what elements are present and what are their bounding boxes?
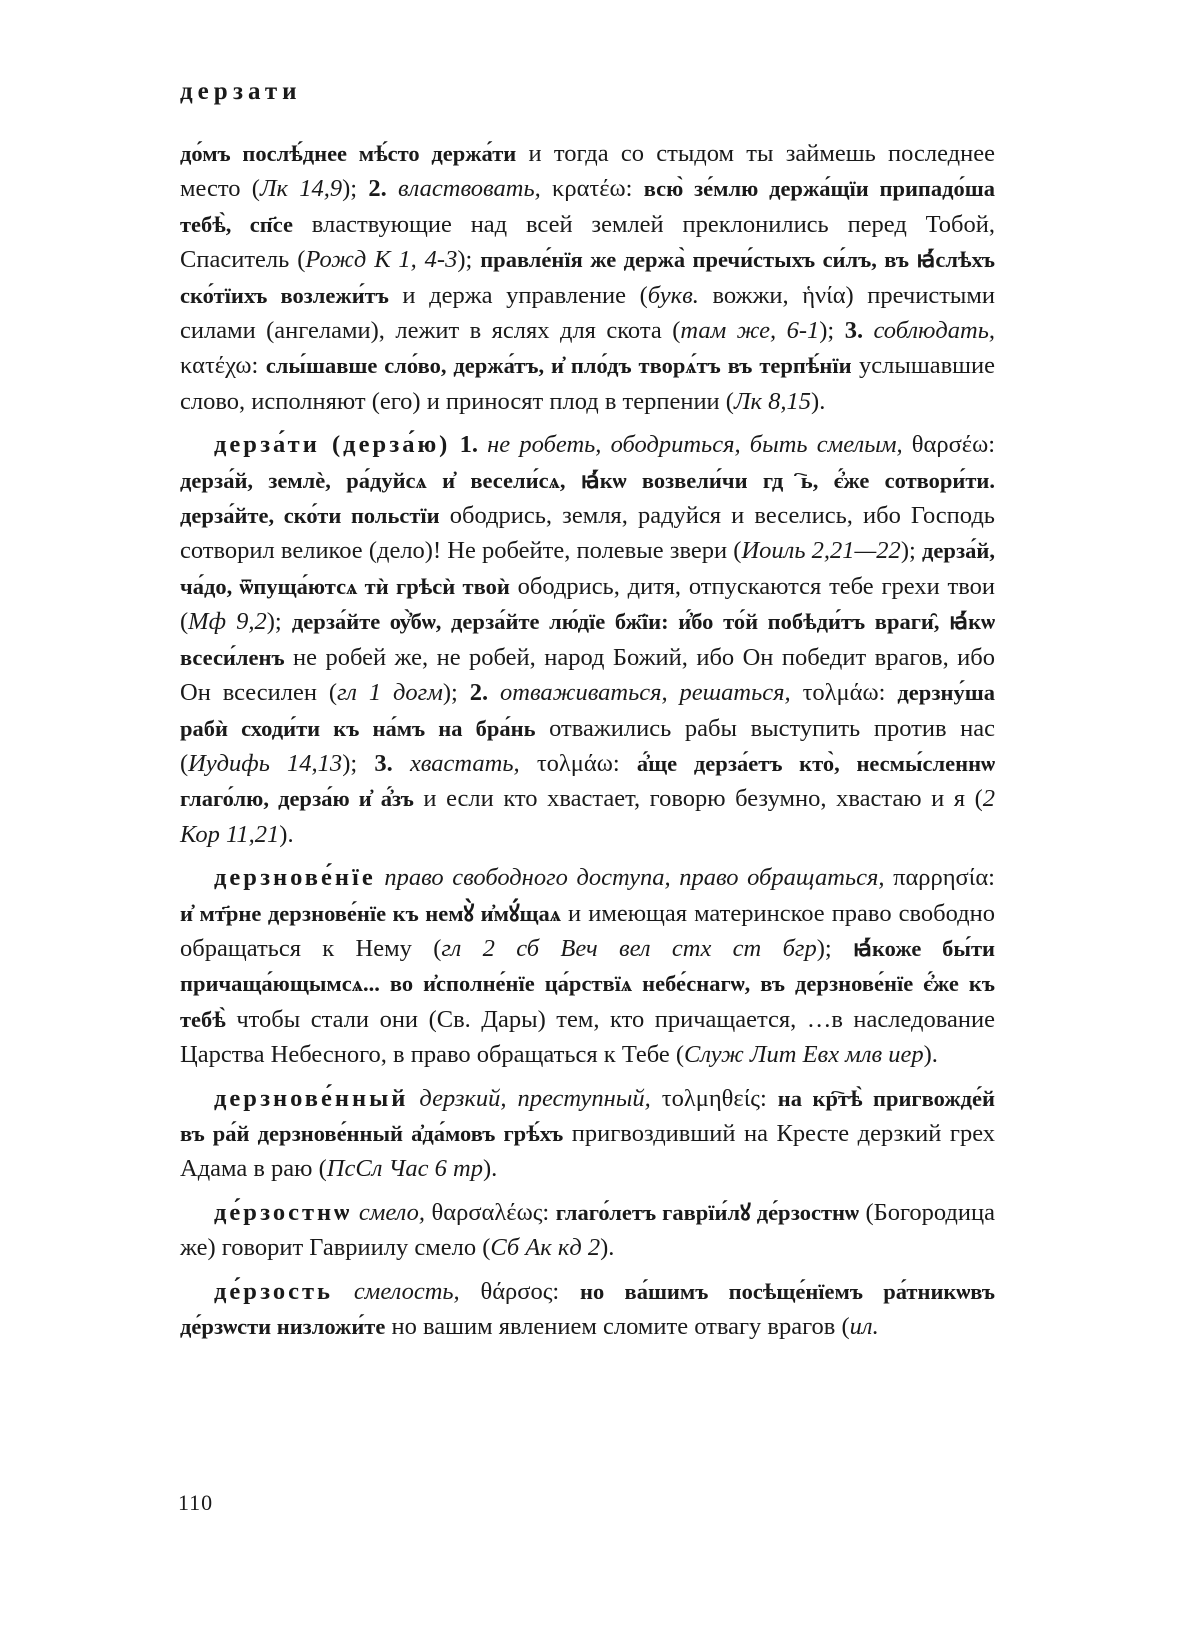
italic-gloss: 2 Кор 11,21 [180, 785, 995, 848]
translation-text: властвующие над всей землей преклонились перед Тобой, Спаситель ( [180, 210, 995, 274]
headword: дерзнове́нный [214, 1084, 409, 1112]
translation-text: и имеющая материнское право свободно обращаться к Нему ( [180, 899, 995, 962]
translation-text: и если кто хвастает, говорю безумно, хвастаю и я ( [413, 785, 983, 813]
italic-gloss: не робеть, ободриться, быть смелым, [487, 431, 903, 459]
translation-text: но вашим явлением сломите отвагу врагов ( [385, 1313, 850, 1340]
translation-text: ). [482, 1155, 498, 1183]
translation-text: παρρησία: [884, 864, 995, 892]
translation-text: τολμάω: [519, 749, 637, 777]
sense-number: 3. [374, 749, 393, 777]
translation-text: и держа управление ( [388, 281, 648, 309]
translation-text: κρατέω: [540, 175, 644, 203]
church-slavonic-quote: но ва́шимъ посѣще́нїемъ ра́тникѡвъ де́рзѡсти низложи́те [180, 1278, 996, 1339]
church-slavonic-quote: глаго́летъ гаврїи́лꙋ де́рзостнѡ [555, 1199, 859, 1225]
translation-text: (Богородица же) говорит Гавриилу смело ( [180, 1198, 995, 1262]
church-slavonic-quote: и҆ мт҃рне дерзнове́нїе къ немꙋ̀ и҆мꙋ́щаѧ [180, 900, 561, 926]
translation-text [488, 679, 500, 706]
translation-text [408, 1085, 419, 1112]
italic-gloss: ил. [849, 1313, 879, 1340]
italic-gloss: Иоиль 2,21—22 [741, 537, 901, 565]
translation-text: услышавшие слово, исполняют (его) и приносят плод в терпении ( [180, 352, 995, 415]
italic-gloss: хвастать, [409, 749, 520, 777]
translation-text: отважились рабы выступить против нас ( [180, 714, 996, 777]
translation-text: θαρσαλέως: [425, 1198, 556, 1226]
translation-text: ). [923, 1041, 938, 1069]
translation-text: ); [819, 317, 845, 345]
translation-text: θάρσος: [459, 1277, 581, 1305]
translation-text: ); [442, 679, 470, 707]
translation-text: пригвоздивший на Кресте дерзкий грех Адама в раю ( [180, 1119, 996, 1183]
italic-gloss: право свободного доступа, право обращаться, [384, 864, 885, 892]
translation-text [393, 750, 410, 777]
church-slavonic-quote: на кр҇тѣ̀ пригвожде́й въ ра́й дерзнове́нный а҆да́мовъ грѣ́хъ [180, 1085, 995, 1146]
translation-text: вожжи, ἡνία) пречистыми силами (ангелами), лежит в яслях для скота ( [180, 281, 995, 345]
church-slavonic-quote: а҆́ще дерза́етъ кто̀, несмы́сленнѡ глаго́лю, дерза́ю и҆ а҆́зъ [180, 750, 995, 812]
church-slavonic-quote: дерза́йте ѹ҆̀бѡ, дерза́йте лю́дїе бж҃їи: и҆́бо то́й побѣди́тъ враги̑, ꙗ҆́кѡ всеси́ленъ [180, 609, 995, 670]
headword: дерзнове́нїе [214, 864, 376, 892]
translation-text: ). [279, 820, 294, 848]
dictionary-text [180, 136, 995, 1352]
italic-gloss: там же, 6-1 [680, 317, 820, 345]
sense-number: 1. [459, 431, 478, 459]
italic-gloss: отваживаться, решаться, [500, 679, 791, 707]
italic-gloss: смелость, [353, 1277, 460, 1305]
italic-gloss: властвовать, [398, 175, 541, 203]
translation-text: ). [600, 1234, 615, 1262]
dictionary-entry [180, 427, 995, 852]
translation-text: ); [457, 246, 481, 274]
italic-gloss: Лк 14,9 [259, 175, 343, 203]
italic-gloss: Лк 8,15 [733, 387, 812, 415]
dictionary-entry [180, 860, 995, 1072]
church-slavonic-quote: правле́нїя же держа̀ пречи́стыхъ си́лъ, въ ꙗ҆́слѣхъ ско́тїихъ возлежи́тъ [180, 247, 996, 308]
translation-text [333, 1278, 354, 1305]
headword: дерза́ти (дерза́ю) [214, 431, 451, 459]
translation-text: чтобы стали они (Св. Дары) тем, кто причащается, …в наследование Царства Небесного, в право обращаться к Тебе ( [180, 1005, 995, 1069]
church-slavonic-quote: дерзну́ша рабѝ сходи́ти къ на́мъ на бра́нь [180, 680, 996, 741]
running-head: дерзати [180, 78, 302, 105]
italic-gloss: гл 1 догм [337, 679, 443, 707]
italic-gloss: гл 2 сб Веч вел стх ст бгр [441, 934, 817, 962]
translation-text: ); [816, 934, 854, 962]
translation-text: ); [342, 175, 369, 203]
translation-text [450, 431, 459, 458]
italic-gloss: смело, [358, 1198, 426, 1226]
italic-gloss: соблюдать, [873, 317, 995, 345]
translation-text: κατέχω: [180, 352, 266, 380]
translation-text [478, 431, 487, 458]
translation-text: и тогда со стыдом ты займешь последнее место ( [180, 140, 995, 203]
translation-text [863, 317, 873, 344]
translation-text: ободрись, дитя, отпускаются тебе грехи твои ( [180, 572, 995, 636]
translation-text: ); [900, 537, 922, 565]
dictionary-entry [180, 1081, 995, 1187]
headword: де́рзостнѡ [214, 1198, 353, 1226]
translation-text: не робей же, не робей, народ Божий, ибо Он победит врагов, ибо Он всесилен ( [180, 643, 995, 707]
translation-text [387, 175, 398, 202]
headword: де́рзость [214, 1277, 334, 1305]
translation-text: ). [811, 387, 826, 415]
church-slavonic-quote: всю̀ зе́млю держа́щїи припадо́ша тебѣ̀, сп҃се [180, 176, 996, 237]
entry-continuation [180, 136, 995, 419]
dictionary-entry [180, 1274, 995, 1345]
translation-text: ободрись, земля, радуйся и веселись, ибо Господь сотворил великое (дело)! Не робейте, полевые звери ( [180, 502, 995, 565]
translation-text: ); [266, 608, 292, 636]
church-slavonic-quote: до́мъ послѣ́днее мѣ́сто держа́ти [180, 141, 517, 166]
sense-number: 2. [368, 175, 387, 203]
translation-text: τολμάω: [790, 679, 898, 707]
translation-text: τολμηθείς: [650, 1084, 778, 1112]
sense-number: 2. [469, 679, 489, 707]
page-number: 110 [178, 1490, 214, 1515]
church-slavonic-quote: дерза́й, землѐ, ра́дуйсѧ и҆ весели́сѧ, ꙗ҆́кѡ возвели́чи гдⷭ҇ь, є҆́же сотвори́ти. дерза́йте, ско́ти польстїи [180, 467, 995, 529]
italic-gloss: Иудифь 14,13 [188, 749, 343, 777]
italic-gloss: букв. [647, 281, 699, 309]
church-slavonic-quote: дерза́й, ча́до, ѿпуща́ютсѧ тѝ грѣсѝ твоѝ [180, 538, 996, 599]
sense-number: 3. [844, 317, 864, 345]
translation-text: θαρσέω: [902, 431, 996, 459]
italic-gloss: дерзкий, преступный, [419, 1084, 651, 1112]
translation-text: ); [342, 749, 375, 777]
italic-gloss: Рожд К 1, 4-3 [305, 246, 458, 274]
church-slavonic-quote: ꙗ҆́коже бы́ти причаща́ющымсѧ... во и҆сполне́нїе ца́рствїѧ небе́снагѡ, въ дерзнове́нїе є҆́же къ тебѣ̀ [180, 935, 996, 1032]
italic-gloss: Мф 9,2 [188, 608, 267, 636]
italic-gloss: Служ Лит Евх млв иер [684, 1041, 924, 1069]
dictionary-entry [180, 1195, 995, 1266]
italic-gloss: ПсСл Час 6 тр [326, 1155, 483, 1183]
church-slavonic-quote: слы́шавше сло́во, держа́тъ, и҆ пло́дъ творѧ́тъ въ терпѣ́нїи [265, 353, 852, 379]
italic-gloss: Сб Ак кд 2 [490, 1234, 601, 1262]
